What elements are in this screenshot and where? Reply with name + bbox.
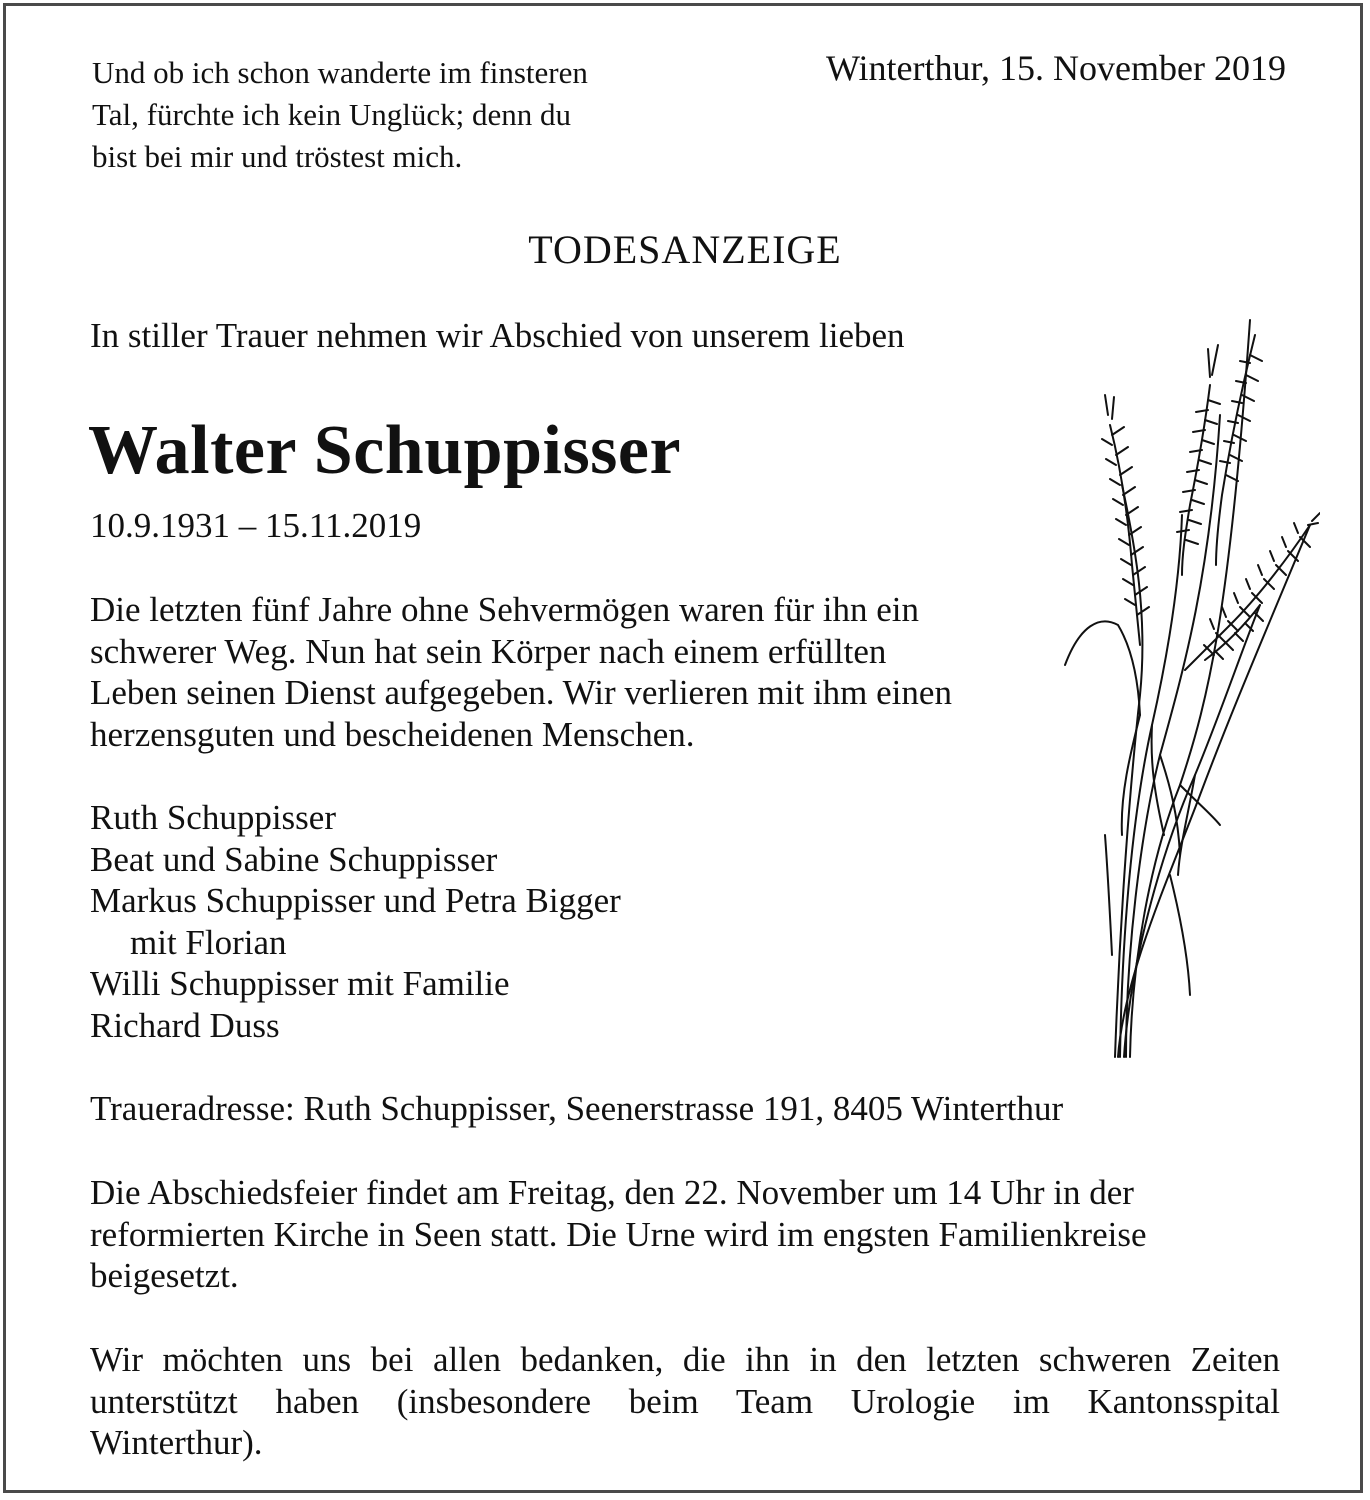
thanks-line: unterstützt haben (insbesondere beim Team Urologie im Kantonsspital: [90, 1381, 1280, 1421]
place-date: Winterthur, 15. November 2019: [825, 48, 1286, 88]
psalm-line: Und ob ich schon wanderte im finsteren: [92, 55, 588, 90]
message-line: Leben seinen Dienst aufgegeben. Wir verlieren mit ihm einen: [90, 673, 952, 712]
family-member: Willi Schuppisser mit Familie: [90, 964, 510, 1003]
psalm-quote: [92, 52, 692, 178]
ceremony-paragraph: [90, 1172, 1146, 1297]
ceremony-line: beigesetzt.: [90, 1256, 239, 1295]
life-dates: 10.9.1931 – 15.11.2019: [90, 506, 422, 545]
thanks-line: Wir möchten uns bei allen bedanken, die ihn in den letzten schweren Zeiten: [90, 1340, 1280, 1379]
family-list: [90, 797, 621, 1046]
family-member: Richard Duss: [90, 1005, 280, 1045]
wheat-ears-icon: [1060, 315, 1320, 1060]
family-member: Ruth Schuppisser: [90, 798, 336, 837]
mourning-address: Traueradresse: Ruth Schuppisser, Seenerstrasse 191, 8405 Winterthur: [90, 1089, 1064, 1128]
thanks-paragraph: [90, 1339, 1280, 1464]
message-line: herzensguten und bescheidenen Menschen.: [90, 714, 695, 754]
psalm-line: bist bei mir und tröstest mich.: [92, 139, 463, 174]
thanks-line: Winterthur).: [90, 1423, 263, 1462]
notice-heading: TODESANZEIGE: [528, 227, 842, 272]
intro-text: In stiller Trauer nehmen wir Abschied von unserem lieben: [90, 316, 905, 355]
deceased-name: Walter Schuppisser: [88, 412, 682, 489]
psalm-line: Tal, fürchte ich kein Unglück; denn du: [92, 97, 572, 132]
family-member: mit Florian: [130, 922, 287, 962]
ceremony-line: reformierten Kirche in Seen statt. Die Urne wird im engsten Familienkreise: [90, 1214, 1147, 1254]
family-member: Markus Schuppisser und Petra Bigger: [90, 881, 621, 920]
message-line: Die letzten fünf Jahre ohne Sehvermögen waren für ihn ein: [90, 590, 919, 629]
message-line: schwerer Weg. Nun hat sein Körper nach einem erfüllten: [90, 631, 887, 671]
message-paragraph: [90, 589, 952, 755]
family-member: Beat und Sabine Schuppisser: [90, 839, 498, 879]
ceremony-line: Die Abschiedsfeier findet am Freitag, den 22. November um 14 Uhr in der: [90, 1173, 1134, 1212]
